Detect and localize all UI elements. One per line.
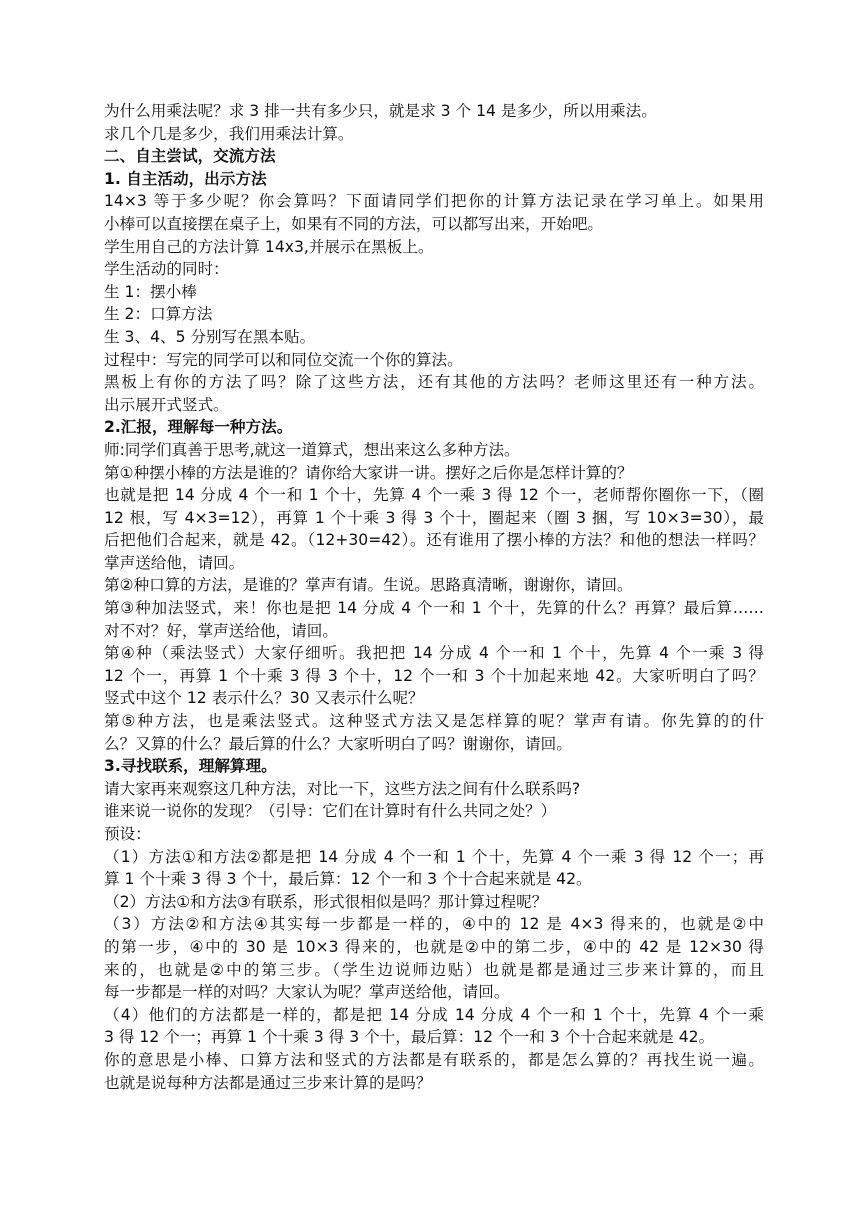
text-line: 3 得 12 个一；再算 1 个十乘 3 得 3 个十，最后算：12 个一和 3 个十合起来就是 42。 (104, 1028, 715, 1047)
text-line: 为什么用乘法呢？求 3 排一共有多少只，就是求 3 个 14 是多少，所以用乘法。 (104, 102, 657, 120)
text-line: 12 个一，再算 1 个十乘 3 得 3 个十，12 个一和 3 个十加起来地 42。大家听明白了吗？ (104, 666, 764, 685)
text-line: 出示展开式竖式。 (104, 395, 229, 414)
text-line: 14×3 等于多少呢？你会算吗？下面请同学们把你的计算方法记录在学习单上。如果用 (104, 192, 764, 211)
subsection-heading: 1. 自主活动，出示方法 (104, 169, 267, 188)
text-line: 掌声送给他，请回。 (104, 553, 245, 572)
subsection-heading: 2.汇报，理解每一种方法。 (104, 418, 293, 437)
text-line: 请大家再来观察这几种方法，对比一下，这些方法之间有什么联系吗? (104, 779, 581, 798)
text-line: 也就是说每种方法都是通过三步来计算的是吗？ (104, 1073, 432, 1092)
text-line: 每一步都是一样的对吗？大家认为呢？掌声送给他，请回。 (104, 983, 510, 1002)
text-line: 你的意思是小棒、口算方法和竖式的方法都是有联系的，都是怎么算的？再找生说一遍。 (104, 1050, 764, 1069)
text-line: 学生活动的同时： (104, 260, 229, 279)
text-line: 生 3、4、5 分别写在黑本贴。 (104, 327, 316, 346)
section-heading: 二、自主尝试，交流方法 (104, 147, 276, 166)
text-line: 算 1 个十乘 3 得 3 个十，最后算：12 个一和 3 个十合起来就是 42。 (104, 870, 592, 889)
text-line: （2）方法①和方法③有联系，形式很相似是吗？那计算过程呢？ (104, 892, 548, 911)
text-line: 第③种加法竖式，来！你也是把 14 分成 4 个一和 1 个十，先算的什么？再算？最后算…… (104, 599, 764, 618)
text-line: 师:同学们真善于思考,就这一道算式，想出来这么多种方法。 (104, 440, 520, 459)
text-line: 竖式中这个 12 表示什么？30 又表示什么呢？ (104, 689, 424, 708)
text-line: 小棒可以直接摆在桌子上，如果有不同的方法，可以都写出来，开始吧。 (104, 214, 604, 233)
text-line: 生 2：口算方法 (104, 305, 213, 324)
text-line: （4）他们的方法都是一样的，都是把 14 分成 14 分成 4 个一和 1 个十，先算 4 个一乘 (104, 1005, 764, 1024)
text-line: （1）方法①和方法②都是把 14 分成 4 个一和 1 个十，先算 4 个一乘 3 得 12 个一；再 (104, 847, 764, 866)
text-line: 求几个几是多少，我们用乘法计算。 (104, 124, 354, 143)
text-line: 也就是把 14 分成 4 个一和 1 个十，先算 4 个一乘 3 得 12 个一，老师帮你圈你一下，（圈 (104, 486, 764, 505)
text-line: 过程中：写完的同学可以和同位交流一个你的算法。 (104, 350, 463, 369)
text-line: （3）方法②和方法④其实每一步都是一样的，④中的 12 是 4×3 得来的，也就是②中 (104, 915, 764, 934)
text-line: 来的，也就是②中的第三步。（学生边说师边贴）也就是都是通过三步来计算的，而且 (104, 960, 764, 979)
text-line: 第④种（乘法竖式）大家仔细听。我把把 14 分成 4 个一和 1 个十，先算 4 个一乘 3 得 (104, 644, 764, 663)
text-line: 后把他们合起来，就是 42。（12+30=42）。还有谁用了摆小棒的方法？和他的想法一样吗？ (104, 531, 764, 550)
text-line: 生 1：摆小棒 (104, 282, 197, 301)
text-line: 谁来说一说你的发现？（引导：它们在计算时有什么共同之处？） (104, 802, 557, 821)
text-line: 第⑤种方法，也是乘法竖式。这种竖式方法又是怎样算的呢？掌声有请。你先算的的什 (104, 712, 764, 731)
text-line: 预设： (104, 825, 151, 843)
text-line: 对不对？好，掌声送给他，请回。 (104, 621, 338, 640)
subsection-heading: 3.寻找联系，理解算理。 (104, 757, 277, 776)
text-line: 的第一步，④中的 30 是 10×3 得来的，也就是②中的第二步，④中的 42 是 12×30 得 (104, 937, 764, 956)
text-line: 第①种摆小棒的方法是谁的？请你给大家讲一讲。摆好之后你是怎样计算的？ (104, 463, 633, 482)
text-line: 第②种口算的方法，是谁的？掌声有请。生说。思路真清晰，谢谢你，请回。 (104, 576, 633, 595)
text-line: 么？又算的什么？最后算的什么？大家听明白了吗？谢谢你，请回。 (104, 734, 572, 753)
text-line: 12 根，写 4×3=12），再算 1 个十乘 3 得 3 个十，圈起来（圈 3 捆，写 10×3=30），最 (104, 508, 764, 527)
text-line: 黑板上有你的方法了吗？除了这些方法，还有其他的方法吗？老师这里还有一种方法。 (104, 373, 764, 392)
text-line: 学生用自己的方法计算 14x3,并展示在黑板上。 (104, 237, 434, 256)
